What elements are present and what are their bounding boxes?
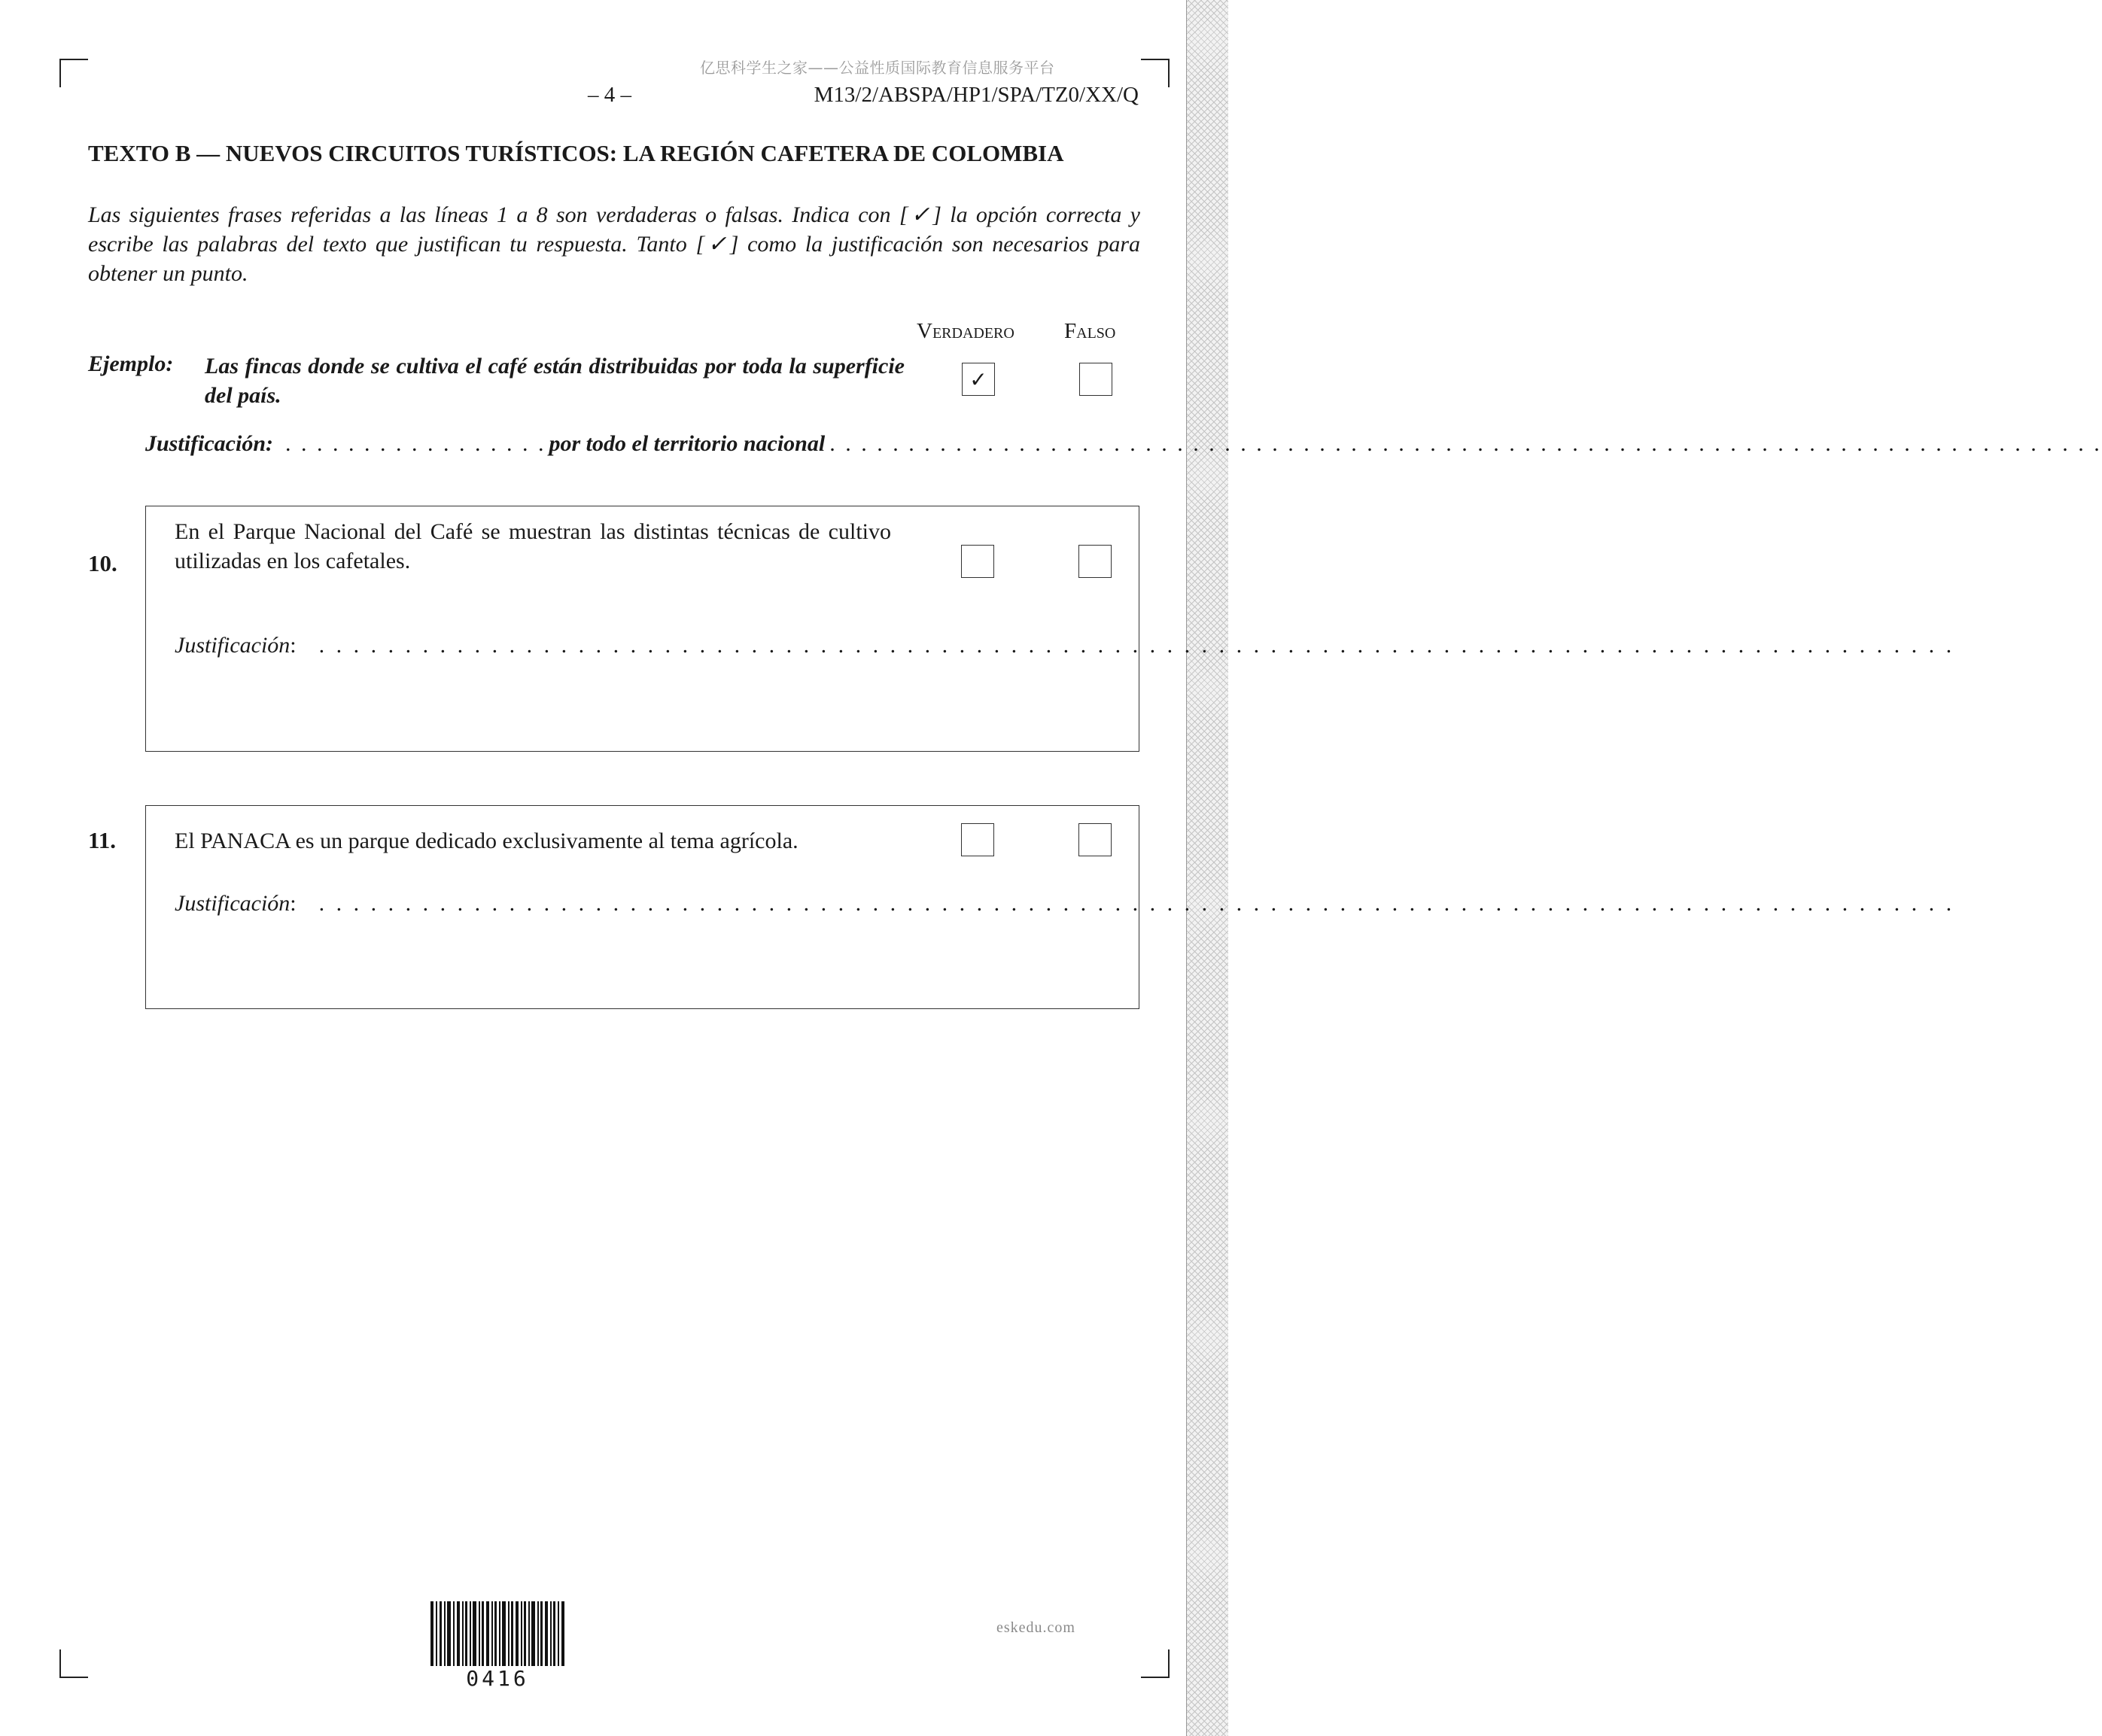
question-11-justification[interactable] xyxy=(175,891,1955,917)
column-header-true: Verdadero xyxy=(917,319,1014,343)
question-number-11: 11. xyxy=(88,827,117,853)
check-mark-icon: ✓ xyxy=(969,366,987,392)
question-statement-10: En el Parque Nacional del Café se muestran las distintas técnicas de cultivo utilizadas en los cafetales. xyxy=(175,519,891,573)
column-header-false: Falso xyxy=(1064,319,1116,343)
example-statement: Las fincas donde se cultiva el café están distribuidas por toda la superficie del país. xyxy=(205,354,905,408)
question-10-true-checkbox[interactable] xyxy=(961,545,994,578)
question-11-true-checkbox[interactable] xyxy=(961,823,994,856)
question-10-justification-label: Justificación xyxy=(175,633,291,658)
question-11-false-checkbox[interactable] xyxy=(1078,823,1112,856)
barcode-digits: 0416 xyxy=(466,1666,529,1691)
question-10-justification-line[interactable]: . . . . . . . . . . . . . . . . . . . . . . . . . . . . . . . . . . . . . . . . . . . . . . . . . . . . . . . . . . . . . . . . . . . . . . . . . . . . . . . . . . . . . . . . . . . . . . . xyxy=(318,633,1955,658)
question-11-justification-label: Justificación xyxy=(175,891,291,916)
example-true-checkbox xyxy=(962,363,995,396)
exam-code: M13/2/ABSPA/HP1/SPA/TZ0/XX/Q xyxy=(814,83,1139,107)
question-box-10 xyxy=(145,506,1955,752)
example-justification-label: Justificación: xyxy=(145,431,273,456)
section-title: TEXTO B — NUEVOS CIRCUITOS TURÍSTICOS: LA REGIÓN CAFETERA DE COLOMBIA xyxy=(88,140,1064,166)
question-10-justification-colon: : xyxy=(290,633,297,658)
crop-mark-top-left xyxy=(59,59,88,87)
example-false-checkbox xyxy=(1079,363,1112,396)
example-justification-answer: por todo el territorio nacional xyxy=(549,431,826,456)
example-justification xyxy=(145,431,2102,457)
example-label: Ejemplo: xyxy=(88,351,174,376)
perforated-edge-strip xyxy=(1186,0,1228,1736)
barcode-graphic xyxy=(430,1601,564,1666)
crop-mark-top-right xyxy=(1141,59,1170,87)
question-number-10: 10. xyxy=(88,550,117,576)
crop-mark-bottom-right xyxy=(1141,1649,1170,1678)
question-10-justification[interactable] xyxy=(175,633,1955,658)
question-10-false-checkbox[interactable] xyxy=(1078,545,1112,578)
question-11-justification-colon: : xyxy=(290,891,297,916)
question-box-11 xyxy=(145,805,1955,1009)
example-dots-before: . . . . . . . . . . . . . . . . . xyxy=(285,431,546,456)
question-11-justification-line[interactable]: . . . . . . . . . . . . . . . . . . . . . . . . . . . . . . . . . . . . . . . . . . . . . . . . . . . . . . . . . . . . . . . . . . . . . . . . . . . . . . . . . . . . . . . . . . . . . . . xyxy=(318,891,1955,916)
site-watermark: eskedu.com xyxy=(996,1619,1075,1636)
question-statement-11: El PANACA es un parque dedicado exclusivamente al tema agrícola. xyxy=(175,828,799,853)
example-dots-after: . . . . . . . . . . . . . . . . . . . . . . . . . . . . . . . . . . . . . . . . . . . . . . . . . . . . . . . . . . . . . . . . . . . . . . . . . . . . . . . . . xyxy=(829,431,2102,456)
page-number: – 4 – xyxy=(588,83,631,107)
instructions: Las siguientes frases referidas a las líneas 1 a 8 son verdaderas o falsas. Indica con [✓] la opción correcta y escribe las palabras del texto que justifican tu respuesta. Tanto [✓] como la justificación son necesarios para obtener un punto. xyxy=(88,202,1140,286)
crop-mark-bottom-left xyxy=(59,1649,88,1678)
watermark-text: 亿思科学生之家——公益性质国际教育信息服务平台 xyxy=(700,59,1055,77)
